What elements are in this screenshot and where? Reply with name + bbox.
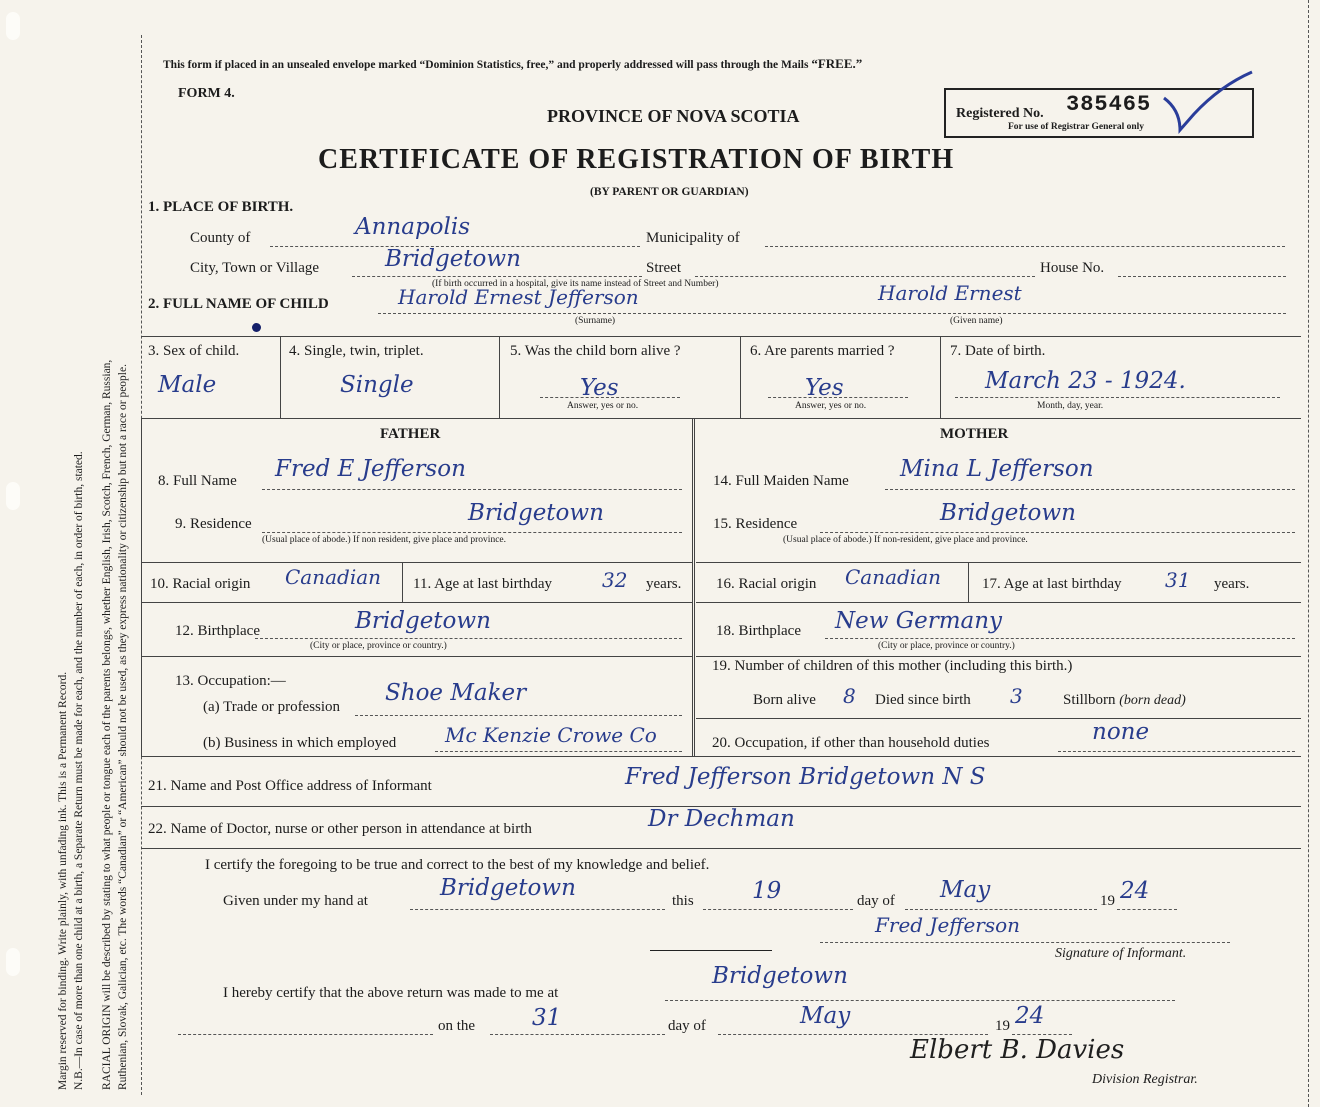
mother-birthplace-label: 18. Birthplace bbox=[716, 623, 801, 639]
house-no-line bbox=[1118, 276, 1286, 277]
father-birthplace-value: Bridgetown bbox=[355, 608, 491, 634]
parents-left-edge bbox=[141, 418, 142, 756]
mother-birthplace-value: New Germany bbox=[835, 608, 1003, 634]
postal-notice bbox=[163, 56, 862, 72]
father-heading: FATHER bbox=[380, 426, 441, 442]
given-name-caption: (Given name) bbox=[950, 316, 1003, 326]
certify-day-value: 19 bbox=[752, 878, 782, 904]
city-label: City, Town or Village bbox=[190, 260, 320, 276]
street-label: Street bbox=[646, 260, 681, 276]
registrar-statement: I hereby certify that the above return was made to me at bbox=[223, 985, 559, 1001]
hospital-note: (If birth occurred in a hospital, give its name instead of Street and Number) bbox=[432, 279, 719, 289]
day-line bbox=[703, 909, 853, 910]
facts-divider-1 bbox=[280, 336, 281, 418]
stillborn-label bbox=[1063, 692, 1186, 709]
business-value: Mc Kenzie Crowe Co bbox=[445, 723, 657, 747]
mother-age-label: 17. Age at last birthday bbox=[982, 576, 1122, 592]
month-line bbox=[905, 909, 1097, 910]
mother-name-line bbox=[885, 489, 1295, 490]
father-age-divider bbox=[402, 562, 403, 602]
house-no-label: House No. bbox=[1040, 260, 1105, 276]
mother-occupation-label: 20. Occupation, if other than household duties bbox=[712, 735, 990, 751]
plurality-label: 4. Single, twin, triplet. bbox=[289, 343, 424, 359]
margin-instruction-4: Ruthenian, Slovak, Galician, etc. The words “Canadian” or “American” should not be used, as they express nationality or citizenship but not a race or people. bbox=[117, 364, 129, 1090]
died-since-birth-count: 3 bbox=[1010, 684, 1023, 708]
informant-value: Fred Jefferson Bridgetown N S bbox=[625, 764, 986, 790]
mother-age-divider bbox=[968, 562, 969, 602]
trade-label: (a) Trade or profession bbox=[203, 699, 341, 715]
mother-birthplace-note: (City or place, province or country.) bbox=[878, 641, 1015, 651]
registrar-day-value: 31 bbox=[532, 1005, 562, 1031]
father-name-line bbox=[262, 489, 682, 490]
registrar-place-line bbox=[665, 1000, 1175, 1001]
given-place-value: Bridgetown bbox=[440, 875, 576, 901]
ink-dot bbox=[252, 323, 261, 332]
trade-line bbox=[355, 715, 682, 716]
registrar-month-value: May bbox=[800, 1003, 851, 1029]
year-line bbox=[1117, 909, 1177, 910]
parents-bottom-rule bbox=[141, 756, 1301, 757]
registrar-day-of-label: day of bbox=[668, 1018, 706, 1034]
father-row-rule-3 bbox=[141, 656, 692, 657]
mother-residence-note: (Usual place of abode.) If non-resident, give place and province. bbox=[783, 535, 1028, 545]
informant-label: 21. Name and Post Office address of Informant bbox=[148, 778, 432, 794]
father-birthplace-label: 12. Birthplace bbox=[175, 623, 260, 639]
parents-divider bbox=[692, 418, 695, 756]
this-label: this bbox=[672, 893, 694, 909]
margin-instruction-3: RACIAL ORIGIN will be described by stating to what people or tongue each of the parents belongs, whether English, Irish, Scotch, French, German, Russian, bbox=[101, 359, 113, 1090]
given-under-hand-label: Given under my hand at bbox=[223, 893, 368, 909]
father-racial-label: 10. Racial origin bbox=[150, 576, 251, 592]
business-line bbox=[435, 751, 682, 752]
binding-hole-middle bbox=[6, 482, 20, 510]
doctor-value: Dr Dechman bbox=[648, 806, 795, 832]
mother-name-value: Mina L Jefferson bbox=[900, 456, 1094, 482]
surname-caption: (Surname) bbox=[575, 316, 616, 326]
mother-birthplace-line bbox=[825, 638, 1295, 639]
mother-residence-line bbox=[820, 532, 1295, 533]
registered-number: 385465 bbox=[1066, 92, 1152, 117]
child-name-label: 2. FULL NAME OF CHILD bbox=[148, 296, 329, 312]
registrar-day-line bbox=[490, 1034, 665, 1035]
stillborn-text: Stillborn bbox=[1063, 692, 1116, 708]
plurality-value: Single bbox=[340, 372, 414, 398]
father-years-label: years. bbox=[646, 576, 682, 592]
informant-signature-line bbox=[820, 942, 1230, 943]
mother-occupation-value: none bbox=[1092, 719, 1150, 745]
facts-bottom-rule bbox=[141, 418, 1301, 419]
facts-top-rule bbox=[141, 336, 1301, 337]
born-alive-label: Born alive bbox=[753, 692, 816, 708]
father-residence-line bbox=[262, 532, 682, 533]
certify-month-value: May bbox=[940, 877, 991, 903]
married-note: Answer, yes or no. bbox=[795, 401, 867, 411]
father-residence-label: 9. Residence bbox=[175, 516, 252, 532]
father-name-label: 8. Full Name bbox=[158, 473, 237, 489]
registrar-caption: Division Registrar. bbox=[1092, 1072, 1198, 1087]
registrar-general-note: For use of Registrar General only bbox=[1008, 122, 1145, 132]
registrar-on-the-label: on the bbox=[438, 1018, 476, 1034]
mother-name-label: 14. Full Maiden Name bbox=[713, 473, 849, 489]
father-age-label: 11. Age at last birthday bbox=[413, 576, 552, 592]
business-label: (b) Business in which employed bbox=[203, 735, 397, 751]
binding-hole-bottom bbox=[6, 948, 20, 976]
county-label: County of bbox=[190, 230, 251, 246]
sex-label: 3. Sex of child. bbox=[148, 343, 240, 359]
date-of-birth-line bbox=[955, 397, 1280, 398]
certificate-title: CERTIFICATE OF REGISTRATION OF BIRTH bbox=[318, 144, 955, 175]
checkmark-icon bbox=[1160, 68, 1260, 138]
margin-instruction-1: Margin reserved for binding. Write plainly, with unfading ink. This is a Permanent Record. bbox=[57, 671, 69, 1090]
city-line bbox=[352, 276, 642, 277]
facts-divider-3 bbox=[740, 336, 741, 418]
informant-signature: Fred Jefferson bbox=[875, 913, 1021, 937]
born-alive-question: 5. Was the child born alive ? bbox=[510, 343, 681, 359]
stillborn-note: (born dead) bbox=[1119, 693, 1186, 708]
date-of-birth-value: March 23 - 1924. bbox=[985, 368, 1186, 394]
born-alive-note: Answer, yes or no. bbox=[567, 401, 639, 411]
mother-years-label: years. bbox=[1214, 576, 1250, 592]
date-of-birth-label: 7. Date of birth. bbox=[950, 343, 1046, 359]
given-place-line bbox=[410, 909, 665, 910]
date-of-birth-note: Month, day, year. bbox=[1037, 401, 1104, 411]
father-birthplace-line bbox=[255, 638, 682, 639]
born-alive-answer: Yes bbox=[580, 375, 619, 401]
municipality-label: Municipality of bbox=[646, 230, 740, 246]
mother-occupation-line bbox=[1058, 751, 1295, 752]
mother-age-value: 31 bbox=[1165, 568, 1191, 592]
married-answer: Yes bbox=[805, 375, 844, 401]
facts-divider-2 bbox=[499, 336, 500, 418]
father-birthplace-note: (City or place, province or country.) bbox=[310, 641, 447, 651]
postal-notice-text: This form if placed in an unsealed envelope marked “Dominion Statistics, free,” and properly addressed will pass through the Mails bbox=[163, 59, 809, 71]
father-row-rule-2 bbox=[141, 602, 692, 603]
registrar-year-prefix: 19 bbox=[995, 1018, 1010, 1034]
certify-year-suffix: 24 bbox=[1120, 878, 1150, 904]
municipality-line bbox=[765, 246, 1285, 247]
registered-no-label: Registered No. bbox=[956, 106, 1044, 121]
county-value: Annapolis bbox=[355, 214, 471, 240]
child-given-value: Harold Ernest bbox=[878, 281, 1022, 305]
mother-row-rule-2 bbox=[696, 602, 1301, 603]
mother-row-rule-4 bbox=[696, 718, 1301, 719]
registrar-place-value: Bridgetown bbox=[712, 963, 848, 989]
married-question: 6. Are parents married ? bbox=[750, 343, 895, 359]
father-residence-note: (Usual place of abode.) If non resident, give place and province. bbox=[262, 535, 506, 545]
doctor-label: 22. Name of Doctor, nurse or other person in attendance at birth bbox=[148, 821, 532, 837]
children-count-label: 19. Number of children of this mother (including this birth.) bbox=[712, 658, 1073, 674]
city-value: Bridgetown bbox=[385, 246, 521, 272]
mother-racial-label: 16. Racial origin bbox=[716, 576, 817, 592]
certify-year-prefix: 19 bbox=[1100, 893, 1115, 909]
street-line bbox=[695, 276, 1035, 277]
registrar-year-suffix: 24 bbox=[1015, 1003, 1045, 1029]
mother-row-rule-1 bbox=[696, 562, 1301, 563]
informant-signature-caption: Signature of Informant. bbox=[1055, 946, 1187, 961]
mother-residence-value: Bridgetown bbox=[940, 500, 1076, 526]
father-occupation-label: 13. Occupation:— bbox=[175, 673, 286, 689]
day-of-label: day of bbox=[857, 893, 895, 909]
died-since-birth-label: Died since birth bbox=[875, 692, 971, 708]
form-number: FORM 4. bbox=[178, 86, 235, 101]
separator-line bbox=[650, 950, 772, 951]
trade-value: Shoe Maker bbox=[385, 680, 527, 706]
father-name-value: Fred E Jefferson bbox=[275, 456, 466, 482]
father-age-value: 32 bbox=[602, 568, 628, 592]
father-residence-value: Bridgetown bbox=[468, 500, 604, 526]
born-alive-line bbox=[540, 397, 680, 398]
mother-residence-label: 15. Residence bbox=[713, 516, 798, 532]
child-name-line bbox=[378, 313, 1286, 314]
mother-heading: MOTHER bbox=[940, 426, 1009, 442]
father-row-rule-1 bbox=[141, 562, 692, 563]
doctor-rule bbox=[141, 848, 1301, 849]
place-of-birth-label: 1. PLACE OF BIRTH. bbox=[148, 199, 294, 215]
mother-row-rule-3 bbox=[696, 656, 1301, 657]
certificate-subtitle: (BY PARENT OR GUARDIAN) bbox=[590, 186, 749, 198]
binding-hole-top bbox=[6, 12, 20, 40]
margin-instruction-2: N.B.—In case of more than one child at a birth, a Separate Return must be made for each, and the number of each, in order of birth, stated. bbox=[73, 451, 85, 1090]
facts-divider-4 bbox=[940, 336, 941, 418]
child-surname-value: Harold Ernest Jefferson bbox=[398, 285, 639, 309]
registrar-signature: Elbert B. Davies bbox=[910, 1035, 1125, 1065]
registrar-lead-line bbox=[178, 1034, 433, 1035]
postal-notice-free: “FREE.” bbox=[811, 56, 863, 71]
father-racial-value: Canadian bbox=[285, 565, 382, 589]
born-alive-count: 8 bbox=[843, 684, 856, 708]
married-line bbox=[768, 397, 908, 398]
mother-racial-value: Canadian bbox=[845, 565, 942, 589]
province-heading: PROVINCE OF NOVA SCOTIA bbox=[547, 106, 800, 126]
sex-value: Male bbox=[158, 372, 217, 398]
certify-statement: I certify the foregoing to be true and correct to the best of my knowledge and belief. bbox=[205, 857, 710, 873]
right-margin-rule bbox=[1308, 0, 1309, 1107]
